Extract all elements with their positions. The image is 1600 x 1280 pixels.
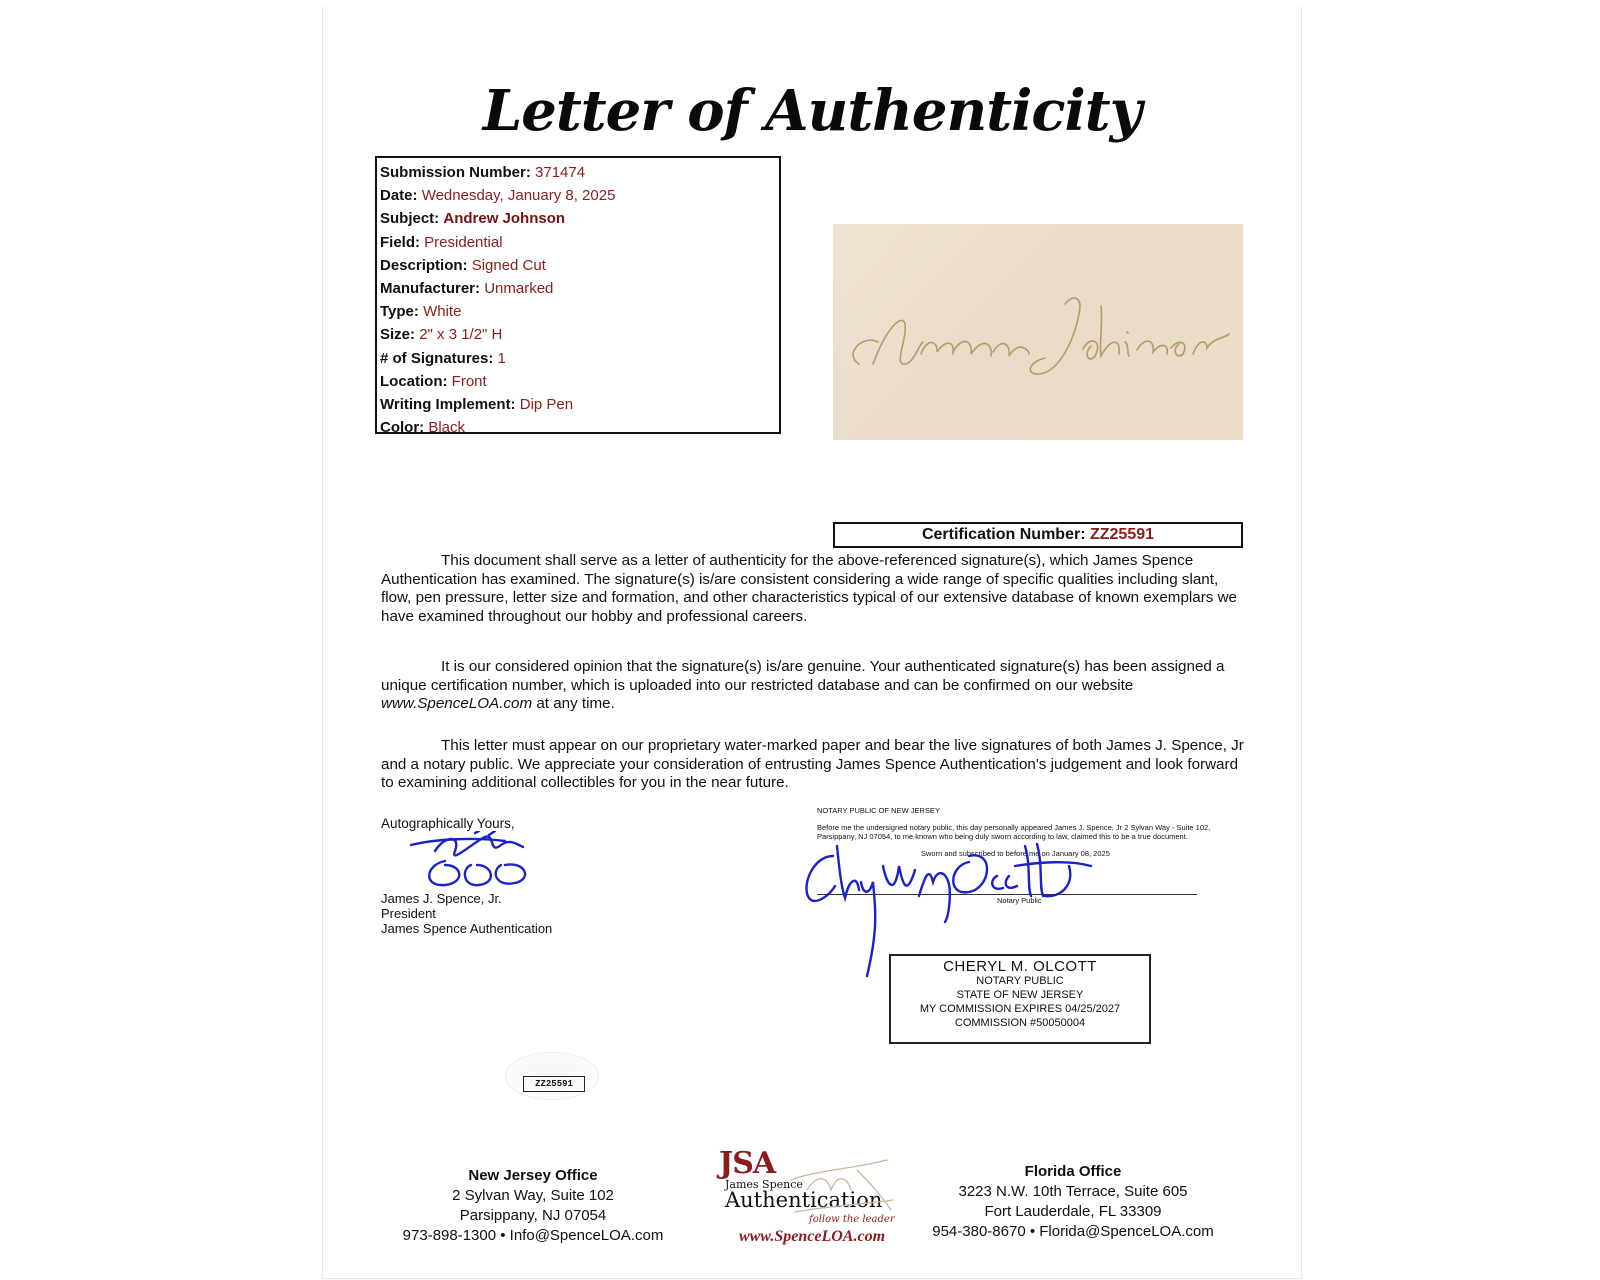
info-row-submission: Submission Number: 371474 (380, 164, 586, 181)
logo-signature-flourish-icon (787, 1150, 897, 1220)
certification-label: Certification Number: (921, 526, 1086, 543)
info-row-type: Type: White (380, 303, 462, 321)
notary-sworn: Sworn and subscribed to before me on January 08, 2025 (921, 849, 1110, 858)
stamp-name: CHERYL M. OLCOTT (943, 958, 1097, 975)
paragraph-3: This letter must appear on our proprietary water-marked paper and bear the live signatures of both James J. Spence, Jr and a notary public. We appreciate your consideration of entrusting James Spence Authentication's judgement and look forward to examining additional collectibles for you in the near future. (381, 737, 1244, 792)
signer-role: President (381, 906, 436, 921)
hologram-number: ZZ25591 (523, 1076, 585, 1092)
info-row-color: Color: Black (380, 419, 466, 437)
notary-stamp (889, 954, 1151, 1044)
fl-office-line-2: Fort Lauderdale, FL 33309 (984, 1203, 1162, 1220)
website-link[interactable]: www.SpenceLOA.com (381, 695, 533, 713)
james-spence-signature-icon (405, 831, 555, 891)
fl-office-title: Florida Office (1024, 1163, 1122, 1180)
info-row-field: Field: Presidential (380, 233, 503, 251)
stamp-line-4: COMMISSION #50050004 (954, 1017, 1086, 1029)
closing-block (381, 816, 555, 936)
nj-office-contact: 973-898-1300 • Info@SpenceLOA.com (402, 1227, 664, 1244)
signed-cut-image (833, 224, 1243, 440)
logo-mark: JSA (719, 1146, 776, 1181)
stamp-line-2: STATE OF NEW JERSEY (956, 989, 1084, 1001)
notary-line-label: Notary Public (997, 896, 1042, 905)
logo-url[interactable]: www.SpenceLOA.com (738, 1228, 886, 1245)
fl-office-line-1: 3223 N.W. 10th Terrace, Suite 605 (958, 1183, 1188, 1200)
paragraph-1: This document shall serve as a letter of authenticity for the above-referenced signature(s), which James Spence Authentication has examined. The signature(s) is/are consistent considering a wide range of specific qualities including slant, flow, pen pressure, letter size and formation, and other characteristics typical of our extensive database of known exemplars we have examined throughout our hobby and professional careers. (381, 552, 1238, 625)
paragraph-2: It is our considered opinion that the signature(s) is/are genuine. Your authenticated signature(s) has been assigned a unique certification number, which is uploaded into our restricted database and can be confirmed on our website www.SpenceLOA.com at any time. (381, 658, 1225, 713)
letter-page (322, 6, 1302, 1279)
info-row-writing-implement: Writing Implement: Dip Pen (380, 396, 574, 414)
logo-word: Authentication (725, 1188, 883, 1212)
notary-header: NOTARY PUBLIC OF NEW JERSEY (817, 806, 940, 815)
notary-statement: Before me the undersigned notary public, this day personally appeared James J. Spence, Jr 2 Sylvan Way - Suite 102, Parsippany, NJ 07054, to me known who being duly sworn according to law, claimed this to be a true document. (817, 823, 1211, 841)
fl-office-contact: 954-380-8670 • Florida@SpenceLOA.com (932, 1223, 1214, 1240)
nj-office-block (383, 1166, 683, 1246)
info-row-location: Location: Front (380, 372, 487, 390)
fl-office-block (913, 1162, 1233, 1242)
closing-salutation: Autographically Yours, (381, 816, 515, 831)
certification-number: ZZ25591 (1089, 526, 1155, 543)
nj-office-title: New Jersey Office (468, 1167, 598, 1184)
document-title: Letter of Authenticity (482, 78, 1142, 144)
nj-office-line-2: Parsippany, NJ 07054 (459, 1207, 607, 1224)
signer-company: James Spence Authentication (381, 921, 553, 936)
jsa-logo (707, 1144, 917, 1254)
andrew-johnson-signature-icon (833, 224, 1243, 440)
certification-number-box (833, 522, 1243, 548)
info-row-manufacturer: Manufacturer: Unmarked (380, 280, 554, 298)
stamp-line-3: MY COMMISSION EXPIRES 04/25/2027 (919, 1003, 1121, 1015)
info-row-subject: Subject: Andrew Johnson (380, 210, 566, 228)
info-row-description: Description: Signed Cut (380, 256, 546, 274)
info-row-date: Date: Wednesday, January 8, 2025 (380, 187, 616, 205)
stamp-line-1: NOTARY PUBLIC (976, 975, 1064, 987)
info-row-signature-count: # of Signatures: 1 (380, 349, 506, 367)
logo-sub: James Spence (725, 1178, 803, 1191)
nj-office-line-1: 2 Sylvan Way, Suite 102 (452, 1187, 614, 1204)
info-row-size: Size: 2" x 3 1/2" H (380, 326, 503, 344)
logo-tagline: follow the leader (809, 1214, 895, 1225)
submission-info-box (375, 156, 781, 437)
signer-name: James J. Spence, Jr. (381, 891, 502, 906)
